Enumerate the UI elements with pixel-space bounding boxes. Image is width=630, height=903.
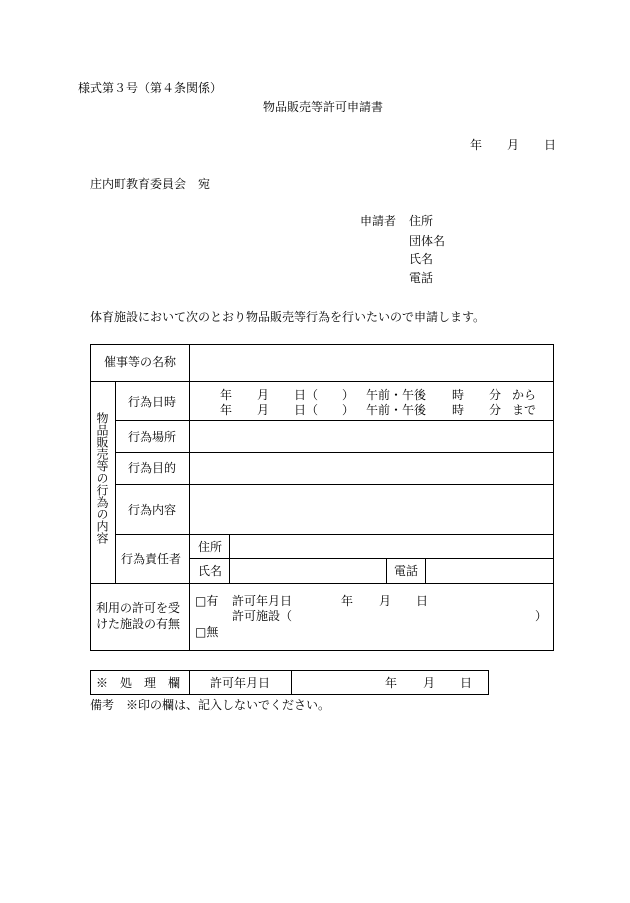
applicant-name-label: 氏名: [409, 252, 434, 266]
permit-date-year: 年: [341, 594, 354, 608]
datetime-start-ampm: 午前・午後: [366, 388, 427, 402]
remarks-note: 備考 ※印の欄は、記入しないでください。: [90, 698, 331, 712]
datetime-until: まで: [512, 403, 537, 417]
facility-label-line1: 利用の許可を受: [96, 601, 181, 615]
datetime-start-year: 年: [220, 388, 233, 402]
processing-label: ※ 処 理 欄: [96, 676, 181, 690]
processing-date-year: 年: [385, 676, 398, 690]
content-label: 行為内容: [128, 503, 177, 517]
datetime-start-weekday-close: ）: [342, 388, 355, 402]
place-label: 行為場所: [128, 430, 177, 444]
datetime-end-year: 年: [220, 403, 233, 417]
applicant-group-label: 団体名: [409, 234, 446, 248]
permit-facility-close: ）: [535, 609, 548, 623]
datetime-start-month: 月: [257, 388, 270, 402]
processing-date-month: 月: [423, 676, 436, 690]
permit-facility-label: 許可施設（: [232, 609, 293, 623]
datetime-end-ampm: 午前・午後: [366, 403, 427, 417]
date-month-label: 月: [507, 138, 520, 152]
permit-date-month: 月: [379, 594, 392, 608]
application-statement: 体育施設において次のとおり物品販売等行為を行いたいので申請します。: [90, 310, 486, 324]
datetime-end-weekday-close: ）: [342, 403, 355, 417]
datetime-end-minute: 分: [489, 403, 502, 417]
form-number: 様式第３号（第４条関係）: [78, 81, 223, 95]
datetime-start-minute: 分: [489, 388, 502, 402]
processing-date-day: 日: [460, 676, 473, 690]
event-name-label: 催事等の名称: [104, 355, 177, 369]
processing-permit-date-label: 許可年月日: [210, 676, 271, 690]
datetime-start-hour: 時: [452, 388, 465, 402]
option-no-checkbox[interactable]: □無: [195, 625, 219, 639]
datetime-end-month: 月: [257, 403, 270, 417]
date-day-label: 日: [544, 138, 557, 152]
datetime-end-day: 日（: [294, 403, 319, 417]
datetime-start-day: 日（: [294, 388, 319, 402]
responsible-address-label: 住所: [198, 540, 223, 554]
facility-label-line2: けた施設の有無: [96, 617, 181, 631]
permit-date-day: 日: [416, 594, 429, 608]
purpose-label: 行為目的: [128, 461, 177, 475]
responsible-phone-label: 電話: [394, 564, 419, 578]
responsible-name-label: 氏名: [198, 564, 223, 578]
applicant-phone-label: 電話: [409, 271, 434, 285]
datetime-label: 行為日時: [128, 395, 177, 409]
permit-date-label: 許可年月日: [232, 594, 293, 608]
applicant-address-label: 住所: [409, 214, 434, 228]
date-year-label: 年: [470, 138, 483, 152]
datetime-end-hour: 時: [452, 403, 465, 417]
datetime-from: から: [512, 388, 537, 402]
form-title: 物品販売等許可申請書: [263, 100, 384, 114]
option-yes-checkbox[interactable]: □有: [195, 594, 219, 608]
responsible-label: 行為責任者: [121, 552, 182, 566]
section-label-vertical: 物品販売等の行為の内容: [95, 412, 109, 544]
addressee: 庄内町教育委員会 宛: [90, 177, 211, 191]
applicant-label: 申請者: [360, 214, 397, 228]
